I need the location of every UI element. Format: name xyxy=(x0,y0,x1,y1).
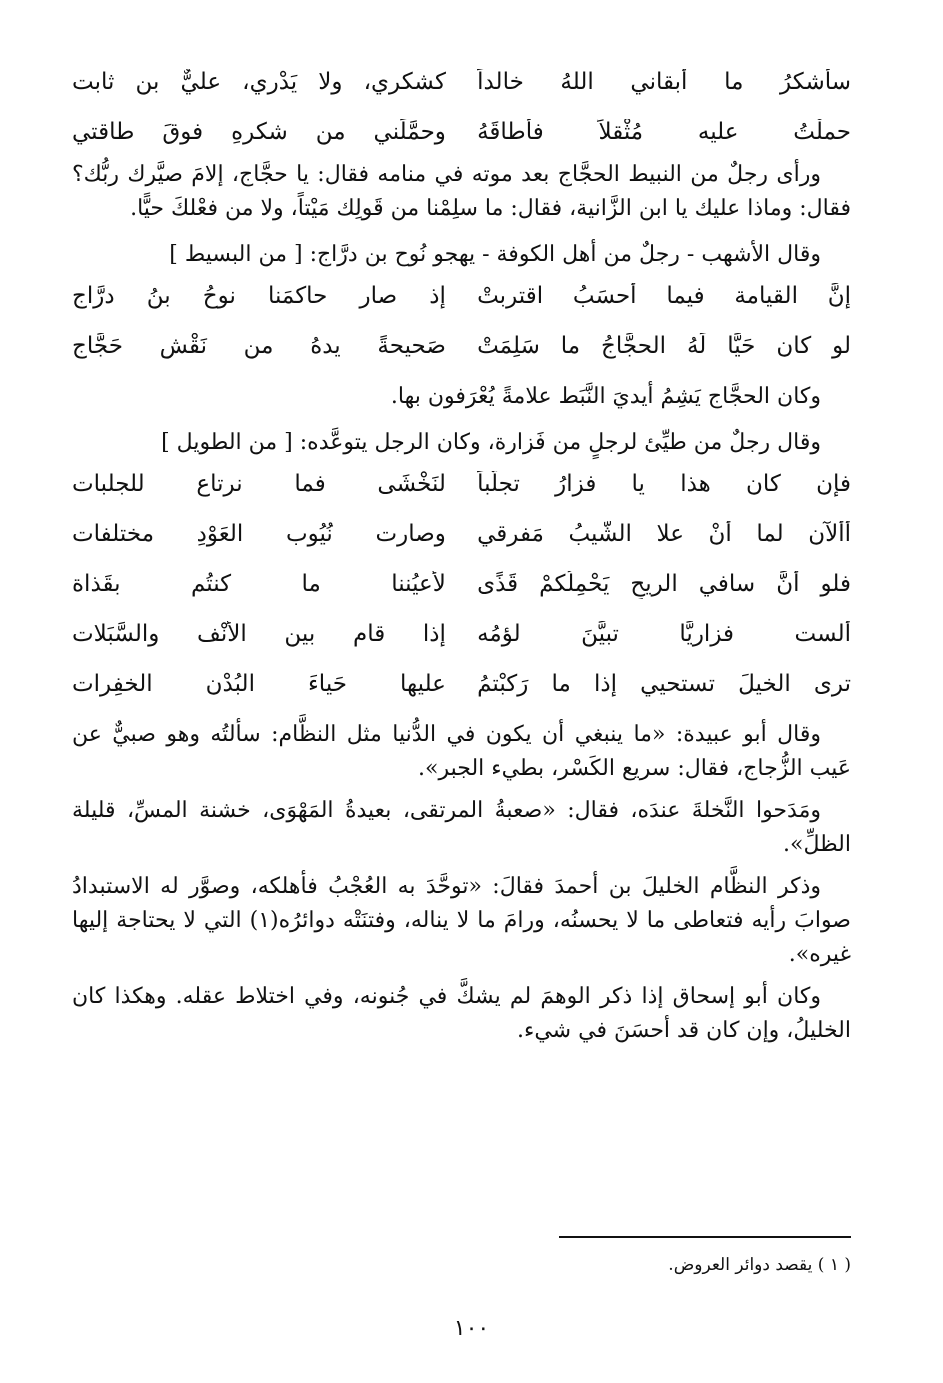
verse-second-hemistich: لنَخْشَى فما نرتاع للجلبات xyxy=(72,471,446,498)
verse-second-hemistich: وحمَّلَني من شكرهِ فوقَ طاقتي xyxy=(72,119,446,146)
verse-second-hemistich: صَحيحةً يدهُ من نَقْش حَجَّاجِ xyxy=(72,333,446,360)
verse-second-hemistich: لأعيُننا ما كنتُم بقَذاة xyxy=(72,571,446,598)
paragraph-hajjaj-dream: ورأى رجلٌ من النبيط الحجَّاج بعد موته في منامه فقال: يا حجَّاج، إلامَ صيَّرك ربُّك؟ فقال: وماذا عليك يا ابن الزَّانية، فقال: ما سلِمْنا من قَولِك مَيْتاً، ولا من فعْلكَ حيًّا. xyxy=(72,162,851,221)
verse-first-hemistich: ألست فزاريًّا تبيَّنَ لؤمُه xyxy=(477,621,851,648)
verse xyxy=(72,460,851,510)
verse-first-hemistich: سأشكرُ ما أبقاني اللهُ خالداً xyxy=(477,69,851,96)
verse xyxy=(72,272,851,322)
verse xyxy=(72,108,851,158)
verse-first-hemistich: لو كان حَيًّا لَهُ الحجَّاجُ ما سَلِمَتْ xyxy=(477,333,851,360)
verse-first-hemistich: فلو أنَّ سافي الريحِ يَحْمِلُكمْ قَذًى xyxy=(477,571,851,598)
verse-first-hemistich: إنَّ القيامة فيما أحسَبُ اقتربتْ xyxy=(477,283,851,310)
verse xyxy=(72,510,851,560)
verse-second-hemistich: عليها حَياءَ البُدْن الخفِرات xyxy=(72,671,446,698)
verse xyxy=(72,322,851,372)
paragraph-palm-tree: ومَدَحوا النَّخلةَ عندَه، فقال: «صعبةُ المرتقى، بعيدةُ المَهْوَى، خشنة المسِّ، قليلة الظلِّ». xyxy=(72,798,851,857)
poem-fazara xyxy=(72,460,851,710)
verse-second-hemistich: إذا قام بين الأنْف والسَّبَلات xyxy=(72,621,446,648)
verse xyxy=(72,58,851,108)
footnote: ( ١ ) يقصد دوائر العروض. xyxy=(668,1255,851,1275)
intro-ashhab: وقال الأشهب - رجلٌ من أهل الكوفة - يهجو نُوح بن درَّاج: [ من البسيط ] xyxy=(169,242,821,267)
paragraph-abu-ubaida: وقال أبو عبيدة: «ما ينبغي أن يكون في الدُّنيا مثل النظَّام: سألتُه وهو صبيٌّ عن عَيب الزُّجاج، فقال: سريع الكَسْر، بطيء الجبر». xyxy=(72,722,851,781)
page-number: ١٠٠ xyxy=(453,1316,490,1341)
verse-first-hemistich: ترى الخيلَ تستحيي إذا ما رَكبْتمُ xyxy=(477,671,851,698)
footnote-divider xyxy=(559,1236,851,1238)
verse-first-hemistich: أألآن لما أنْ علا الشَّيبُ مَفرقي xyxy=(477,521,851,548)
verse-second-hemistich: كشكري، ولا يَدْري، عليٌّ بن ثابت xyxy=(72,69,446,96)
verse xyxy=(72,660,851,710)
verse xyxy=(72,560,851,610)
verse-first-hemistich: حملْتُ عليه مُثْقلاً فأطاقَهُ xyxy=(477,119,851,146)
paragraph-nabat: وكان الحجَّاج يَشِمُ أيديَ النَّبَط علامةً يُعْرَفون بها. xyxy=(390,384,821,409)
verse xyxy=(72,610,851,660)
paragraph-abu-ishaq: وكان أبو إسحاق إذا ذكر الوهمَ لم يشكَّ في جُنونه، وفي اختلاط عقله. وهكذا كان الخليلُ، وإن كان قد أحسَنَ في شيء. xyxy=(72,984,851,1043)
verse-second-hemistich: وصارت نُيُوب العَوْدِ مختلفات xyxy=(72,521,446,548)
verse-second-hemistich: إذ صار حاكمَنا نوحُ بنُ درَّاجِ xyxy=(72,283,446,310)
intro-tayyi: وقال رجلٌ من طيِّئ لرجلٍ من فَزارة، وكان الرجل يتوعَّده: [ من الطويل ] xyxy=(161,430,821,455)
verse-first-hemistich: فإن كان هذا يا فزارُ تجلُّباً xyxy=(477,471,851,498)
poem-nuh-ibn-darraj xyxy=(72,272,851,372)
paragraph-khalil: وذكر النظَّام الخليلَ بن أحمدَ فقالَ: «توحَّدَ به العُجْبُ فأهلكه، وصوَّر له الاستبدادُ صوابَ رأيه فتعاطى ما لا يحسنُه، ورامَ ما لا يناله، وفتنَتْه دوائرُه(١) التي لا يحتاجة إليها غيره». xyxy=(72,874,851,967)
poem-gratitude xyxy=(72,58,851,158)
